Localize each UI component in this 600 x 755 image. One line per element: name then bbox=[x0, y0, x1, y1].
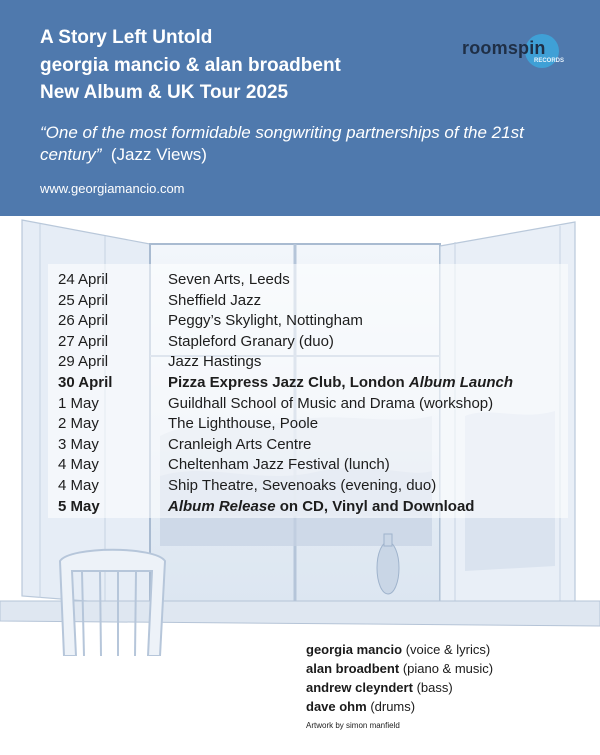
credit-line bbox=[306, 678, 493, 697]
tour-venue: The Lighthouse, Poole bbox=[168, 415, 319, 433]
credit-role: (drums) bbox=[370, 699, 416, 714]
quote-text: “One of the most formidable songwriting partnerships of the 21st century” bbox=[40, 123, 524, 164]
artists-line: georgia mancio & alan broadbent bbox=[40, 55, 341, 76]
tour-date: 4 May bbox=[58, 476, 99, 494]
tour-venue: Cranleigh Arts Centre bbox=[168, 435, 312, 453]
tour-date: 5 May bbox=[58, 497, 100, 515]
tour-row bbox=[58, 271, 598, 292]
tour-venue: Cheltenham Jazz Festival (lunch) bbox=[168, 456, 390, 474]
press-quote bbox=[40, 122, 540, 166]
credit-line bbox=[306, 659, 493, 678]
tour-venue: Seven Arts, Leeds bbox=[168, 271, 290, 288]
header-banner bbox=[0, 0, 600, 216]
logo-subtext: RECORDS bbox=[534, 58, 565, 64]
tour-venue: Jazz Hastings bbox=[168, 353, 262, 371]
artwork-credit: Artwork by simon manfield bbox=[306, 721, 400, 730]
tour-row bbox=[58, 292, 598, 313]
tour-row bbox=[58, 312, 598, 333]
tour-date: 30 April bbox=[58, 373, 113, 391]
album-launch-label: Album Launch bbox=[408, 373, 514, 391]
tour-date: 4 May bbox=[58, 456, 99, 474]
tour-date: 1 May bbox=[58, 394, 99, 412]
credit-role: (voice & lyrics) bbox=[405, 642, 491, 657]
credit-role: (bass) bbox=[416, 680, 453, 695]
tour-date: 24 April bbox=[58, 271, 109, 288]
tour-date: 25 April bbox=[58, 291, 109, 309]
tour-venue: Ship Theatre, Sevenoaks (evening, duo) bbox=[168, 476, 437, 494]
tour-dates-list bbox=[58, 271, 598, 518]
roomspin-logo bbox=[462, 30, 577, 74]
tour-row-album-release bbox=[58, 498, 598, 519]
credit-name: andrew cleyndert bbox=[306, 680, 413, 695]
tour-row bbox=[58, 415, 598, 436]
credit-name: dave ohm bbox=[306, 699, 367, 714]
tour-date: 3 May bbox=[58, 435, 99, 453]
tour-row bbox=[58, 333, 598, 354]
credit-line bbox=[306, 640, 493, 659]
tour-row bbox=[58, 477, 598, 498]
tour-row-album-launch bbox=[58, 374, 598, 395]
tour-venue: Peggy’s Skylight, Nottingham bbox=[168, 312, 363, 330]
tour-date: 27 April bbox=[58, 332, 109, 350]
tour-date: 2 May bbox=[58, 415, 99, 433]
album-release-label: Album Release bbox=[168, 497, 276, 515]
tour-venue: Guildhall School of Music and Drama (workshop) bbox=[168, 394, 494, 412]
tour-row bbox=[58, 395, 598, 416]
credit-name: georgia mancio bbox=[306, 642, 403, 657]
logo-wordmark: roomspin bbox=[462, 38, 546, 58]
quote-source: (Jazz Views) bbox=[110, 145, 207, 164]
tour-row bbox=[58, 353, 598, 374]
band-credits bbox=[306, 640, 493, 716]
tour-venue: Album Release on CD, Vinyl and Download bbox=[168, 497, 475, 515]
tour-date: 29 April bbox=[58, 353, 109, 371]
tour-venue: Stapleford Granary (duo) bbox=[168, 332, 334, 350]
website-link[interactable]: www.georgiamancio.com bbox=[40, 181, 185, 196]
credit-role: (piano & music) bbox=[402, 661, 494, 676]
tour-row bbox=[58, 456, 598, 477]
tour-row bbox=[58, 436, 598, 457]
tour-date: 26 April bbox=[58, 312, 109, 330]
album-title: A Story Left Untold bbox=[40, 27, 213, 48]
credit-name: alan broadbent bbox=[306, 661, 400, 676]
tour-venue: Sheffield Jazz bbox=[168, 291, 262, 309]
tour-venue: Pizza Express Jazz Club, London Album Launch bbox=[168, 373, 514, 391]
tour-subtitle: New Album & UK Tour 2025 bbox=[40, 82, 289, 103]
credit-line bbox=[306, 697, 493, 716]
